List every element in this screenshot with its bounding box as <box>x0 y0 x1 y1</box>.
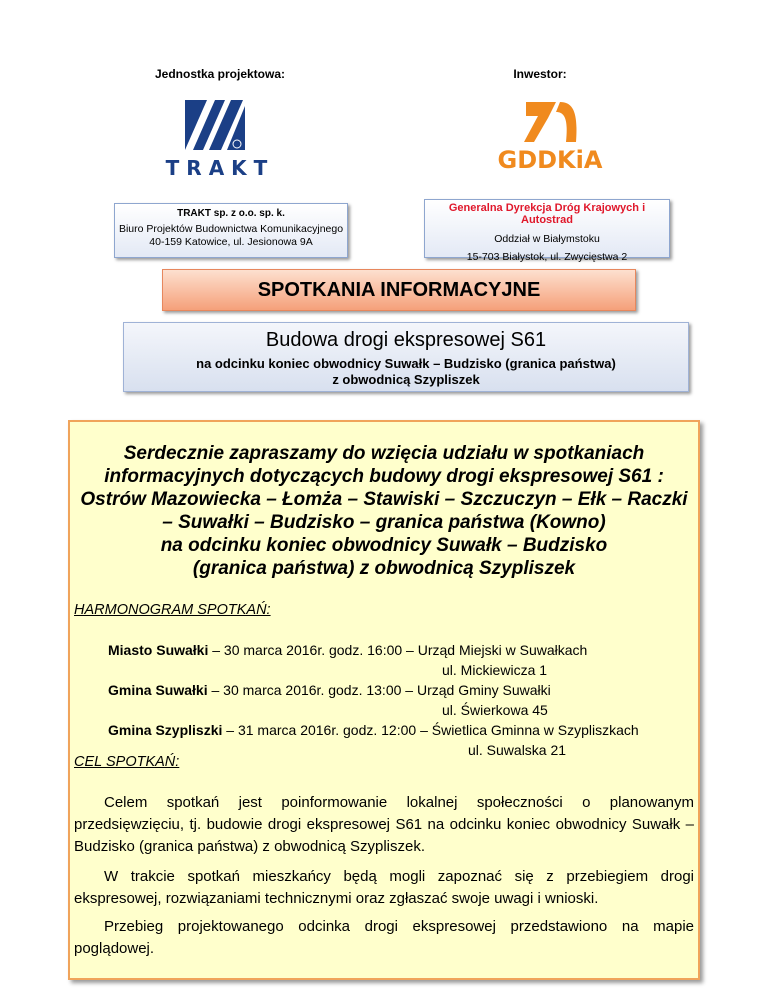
goal-paragraph-text: Przebieg projektowanego odcinka drogi ekspresowej przedstawiono na mapie poglądowej. <box>74 918 694 957</box>
schedule-row <box>108 722 639 738</box>
schedule-address: ul. Mickiewicza 1 <box>442 662 548 678</box>
subtitle-line-1: na odcinku koniec obwodnicy Suwałk – Budzisko (granica państwa) <box>196 356 616 371</box>
investor-info-box <box>424 199 670 263</box>
invitation-line: (granica państwa) z obwodnicą Szypliszek <box>192 558 576 579</box>
schedule-details: – 30 marca 2016r. godz. 13:00 – Urząd Gminy Suwałki <box>207 682 551 698</box>
schedule-address: ul. Suwalska 21 <box>468 742 567 758</box>
invitation-text <box>70 442 698 580</box>
invitation-line: informacyjnych dotyczących budowy drogi ekspresowej S61 : <box>104 466 664 487</box>
goal-paragraph <box>74 916 694 960</box>
investor-name: Generalna Dyrekcja Dróg Krajowych i Autostrad <box>448 202 646 226</box>
gddkia-logo-mark <box>522 98 580 146</box>
designer-office: Biuro Projektów Budownictwa Komunikacyjnego <box>118 223 344 235</box>
page-title: SPOTKANIA INFORMACYJNE <box>162 269 636 311</box>
designer-label: Jednostka projektowa: <box>154 67 286 81</box>
goal-paragraph <box>74 792 694 858</box>
invitation-line: Serdecznie zapraszamy do wzięcia udziału w spotkaniach <box>123 443 645 464</box>
designer-company-name: TRAKT sp. z o.o. sp. k. <box>177 208 285 219</box>
invitation-line: – Suwałki – Budzisko – granica państwa (Kowno) <box>162 512 606 533</box>
invitation-line: na odcinku koniec obwodnicy Suwałk – Budzisko <box>160 535 608 556</box>
subtitle-box <box>123 322 689 392</box>
subtitle-main: Budowa drogi ekspresowej S61 <box>265 329 547 351</box>
schedule-address: ul. Świerkowa 45 <box>442 702 548 718</box>
schedule-place: Miasto Suwałki <box>108 642 209 658</box>
goal-paragraph-text: W trakcie spotkań mieszkańcy będą mogli zapoznać się z przebiegiem drogi ekspresowej, rozwiązaniami technicznymi oraz zgłaszać swoje uwagi i wnioski. <box>74 868 694 907</box>
invitation-line: Ostrów Mazowiecka – Łomża – Stawiski – Szczuczyn – Ełk – Raczki <box>80 489 688 510</box>
goal-paragraph <box>74 866 694 910</box>
gddkia-logo-text: GDDKiA <box>497 146 603 174</box>
invitation-box <box>68 420 700 980</box>
goal-paragraph-text: Celem spotkań jest poinformowanie lokalnej społeczności o planowanym przedsięwzięciu, tj. budowie drogi ekspresowej S61 na odcinku koniec obwodnicy Suwałk – Budzisko (granica państwa) z obwodnicą Szypliszek. <box>74 794 694 855</box>
investor-address: 15-703 Białystok, ul. Zwycięstwa 2 <box>466 251 628 263</box>
designer-info-box <box>114 203 348 258</box>
schedule-row <box>108 682 551 698</box>
schedule-details: – 31 marca 2016r. godz. 12:00 – Świetlica Gminna w Szypliszkach <box>222 722 639 738</box>
goal-heading: CEL SPOTKAŃ: <box>74 754 180 770</box>
subtitle-line-2: z obwodnicą Szypliszek <box>332 372 480 387</box>
schedule-details: – 30 marca 2016r. godz. 16:00 – Urząd Miejski w Suwałkach <box>208 642 588 658</box>
schedule-place: Gmina Suwałki <box>108 682 208 698</box>
designer-address: 40-159 Katowice, ul. Jesionowa 9A <box>149 236 313 248</box>
trakt-logo-text: TRAKT <box>165 156 275 180</box>
schedule-heading: HARMONOGRAM SPOTKAŃ: <box>74 602 271 618</box>
schedule-row <box>108 642 587 658</box>
investor-label: Inwestor: <box>513 67 567 81</box>
schedule-place: Gmina Szypliszki <box>108 722 223 738</box>
investor-branch: Oddział w Białymstoku <box>494 233 600 245</box>
